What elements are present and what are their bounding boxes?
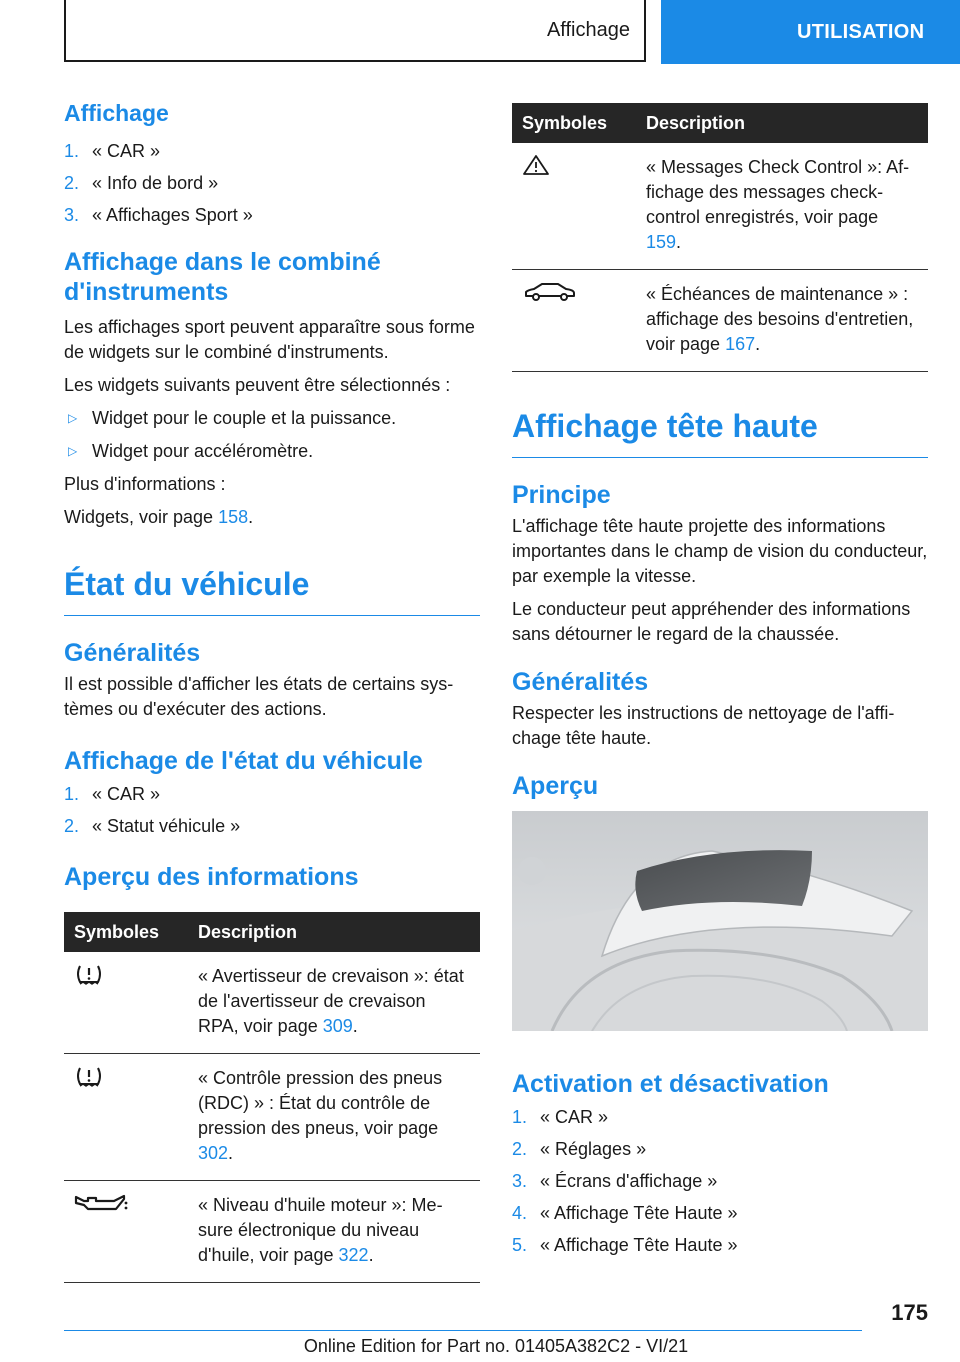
- step-text: « CAR »: [92, 784, 161, 804]
- description-cell: « Messages Check Control »: Affichage des messages check-control enregistrés, voir page 159.: [636, 143, 928, 270]
- paragraph: Respecter les instructions de nettoyage de l'affichage tête haute.: [512, 703, 895, 748]
- generalites-heading: Généralités: [512, 668, 649, 696]
- step-text: « Réglages »: [540, 1139, 647, 1159]
- activation-steps: [512, 1101, 928, 1261]
- bullet-triangle-icon: ▷: [68, 444, 78, 458]
- list-item: [512, 1197, 928, 1229]
- step-text: « Affichage Tête Haute »: [540, 1235, 738, 1255]
- footer-divider: [64, 1330, 862, 1331]
- description-cell: « Contrôle pression des pneus (RDC) » : État du contrôle de pression des pneus, voir page 302.: [188, 1054, 480, 1181]
- etat-heading: État du véhicule: [64, 566, 480, 616]
- affichage-etat-heading: Affichage de l'état du véhicule: [64, 747, 423, 775]
- generalites-heading: Généralités: [64, 639, 201, 667]
- description-text: « Contrôle pression des pneus (RDC) » : État du contrôle de pression des pneus, voir page: [198, 1068, 443, 1138]
- paragraph: L'affichage tête haute projette des informations importantes dans le champ de vision du conducteur, par exemple la vitesse.: [512, 516, 928, 586]
- symbol-cell: [64, 952, 188, 1054]
- paragraph: Il est possible d'afficher les états de certains systèmes ou d'exécuter des actions.: [64, 674, 454, 719]
- table-row: [64, 1181, 480, 1283]
- step-number: 1.: [64, 141, 80, 161]
- ref-text: Widgets, voir page: [64, 507, 219, 527]
- symbol-cell: [512, 143, 636, 270]
- tire-pressure-icon: [74, 1064, 104, 1088]
- page-number: 175: [891, 1300, 928, 1325]
- step-number: 3.: [64, 205, 80, 225]
- description-cell: « Avertisseur de crevaison »: état de l'avertisseur de crevaison RPA, voir page 309.: [188, 952, 480, 1054]
- symbols-table: [64, 912, 480, 1283]
- paragraph: Les widgets suivants peuvent être sélectionnés :: [64, 375, 451, 395]
- right-column: [512, 103, 928, 1277]
- step-text: « Statut véhicule »: [92, 816, 241, 836]
- step-text: « Info de bord »: [92, 173, 219, 193]
- paragraph: Widgets, voir page 158.: [64, 507, 254, 527]
- list-item: [64, 135, 480, 167]
- step-number: 2.: [512, 1139, 528, 1159]
- apercu-heading: Aperçu: [512, 772, 599, 800]
- column-header: Symboles: [64, 912, 188, 952]
- page-header: [0, 0, 960, 66]
- list-item: [64, 439, 480, 464]
- tire-warning-icon: [74, 962, 104, 986]
- page-link[interactable]: 302: [198, 1143, 229, 1163]
- activation-heading: Activation et désactivation: [512, 1070, 829, 1098]
- symbol-cell: [64, 1054, 188, 1181]
- widget-list: [64, 406, 480, 464]
- column-header: Description: [188, 912, 480, 952]
- step-number: 2.: [64, 816, 80, 836]
- affichage-heading: Affichage: [64, 100, 169, 126]
- table-row: [64, 1054, 480, 1181]
- step-number: 2.: [64, 173, 80, 193]
- step-text: « CAR »: [92, 141, 161, 161]
- list-item: [512, 1229, 928, 1261]
- description-cell: « Échéances de maintenance » : affichage des besoins d'entretien, voir page 167.: [636, 270, 928, 372]
- hud-heading: Affichage tête haute: [512, 408, 928, 458]
- edition-footer: Online Edition for Part no. 01405A382C2 - VI/21: [303, 1336, 689, 1356]
- page-link[interactable]: 309: [322, 1016, 353, 1036]
- paragraph: Plus d'informations :: [64, 474, 226, 494]
- column-header: Symboles: [512, 103, 636, 143]
- step-number: 3.: [512, 1171, 528, 1191]
- table-row: [64, 952, 480, 1054]
- warning-triangle-icon: [522, 153, 550, 177]
- page-link[interactable]: 167: [725, 334, 756, 354]
- list-item: [512, 1133, 928, 1165]
- symbol-cell: [64, 1181, 188, 1283]
- affichage-steps: [64, 135, 480, 231]
- list-item: [64, 167, 480, 199]
- description-text: « Avertisseur de crevaison »: état de l'avertisseur de crevaison RPA, voir page: [198, 966, 464, 1036]
- step-text: « Affichage Tête Haute »: [540, 1203, 738, 1223]
- page-link[interactable]: 159: [646, 232, 677, 252]
- paragraph: Les affichages sport peuvent apparaître sous forme de widgets sur le combiné d'instruments.: [64, 317, 475, 362]
- step-text: « CAR »: [540, 1107, 609, 1127]
- head-up-display-photo: [512, 811, 928, 1031]
- list-item: [64, 406, 480, 431]
- description-text: « Échéances de maintenance » : affichage des besoins d'entretien, voir page: [646, 284, 914, 354]
- bullet-triangle-icon: ▷: [68, 411, 78, 425]
- oil-can-icon: [74, 1191, 130, 1215]
- list-item: [512, 1101, 928, 1133]
- combine-heading: Affichage dans le combiné d'instruments: [64, 248, 381, 306]
- description-text: « Niveau d'huile moteur »: Mesure électronique du niveau d'huile, voir page: [198, 1195, 443, 1265]
- principe-heading: Principe: [512, 481, 611, 509]
- step-number: 5.: [512, 1235, 528, 1255]
- symbols-table: [512, 103, 928, 372]
- step-number: 1.: [64, 784, 80, 804]
- car-service-icon: [522, 280, 578, 304]
- step-text: « Affichages Sport »: [92, 205, 253, 225]
- list-item: [64, 778, 480, 810]
- page-link[interactable]: 322: [338, 1245, 369, 1265]
- description-text: « Messages Check Control »: Affichage des messages check-control enregistrés, voir page: [646, 157, 910, 227]
- list-item: [512, 1165, 928, 1197]
- apercu-heading: Aperçu des informations: [64, 863, 359, 891]
- list-item: [64, 199, 480, 231]
- description-cell: « Niveau d'huile moteur »: Mesure électronique du niveau d'huile, voir page 322.: [188, 1181, 480, 1283]
- left-column: [64, 100, 480, 1283]
- table-row: [512, 143, 928, 270]
- bullet-text: Widget pour accéléromètre.: [92, 441, 314, 461]
- symbol-cell: [512, 270, 636, 372]
- chapter-tab: UTILISATION: [661, 0, 960, 64]
- table-row: [512, 270, 928, 372]
- step-text: « Écrans d'affichage »: [540, 1171, 718, 1191]
- column-header: Description: [636, 103, 928, 143]
- step-number: 4.: [512, 1203, 528, 1223]
- etat-steps: [64, 778, 480, 842]
- paragraph: Le conducteur peut appréhender des informations sans détourner le regard de la chaussée.: [512, 599, 911, 644]
- list-item: [64, 810, 480, 842]
- bullet-text: Widget pour le couple et la puissance.: [92, 408, 397, 428]
- page-link[interactable]: 158: [218, 507, 249, 527]
- step-number: 1.: [512, 1107, 528, 1127]
- section-title: Affichage: [64, 0, 646, 62]
